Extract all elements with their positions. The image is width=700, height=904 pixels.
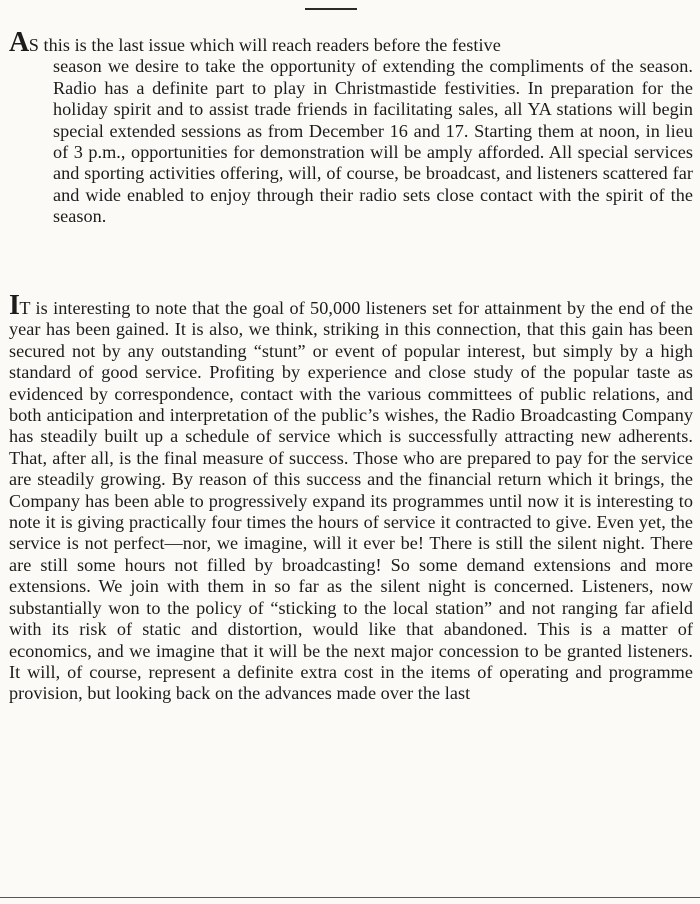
footer-rule [0,897,700,898]
paragraph-festive-season [9,27,693,228]
paragraph-listener-goal [9,290,693,705]
drop-cap-a: A [9,27,29,58]
paragraph-1-body: season we desire to take the opportunity of extending the compliments of the season. Radio has a definite part to play in Christmastide festivities. In preparation for the holiday spirit and to assist trade friends in facilitating sales, all YA stations will begin special extended sessions as from December 16 and 17. Starting them at noon, in lieu of 3 p.m., opportunities for demonstration will be amply afforded. All special services and sporting activities offering, will, of course, be broadcast, and listeners scattered far and wide enabled to enjoy through their radio sets close contact with the spirit of the season. [53,56,693,227]
drop-cap-i: I [9,290,20,321]
paragraph-2-body: T is interesting to note that the goal of 50,000 listeners set for attainment by the end of the year has been gained. It is also, we think, striking in this connection, that this gain has been secured not by any outstanding “stunt” or event of popular interest, but simply by a high standard of good service. Profiting by experience and close study of the popular taste as evidenced by correspondence, contact with the various committees of public relations, and both anticipation and interpretation of the public’s wishes, the Radio Broadcasting Company has steadily built up a schedule of service which is successfully attracting new adherents. That, after all, is the final measure of success. Those who are prepared to pay for the service are steadily growing. By reason of this success and the financial return which it brings, the Company has been able to progressively expand its programmes until now it is interesting to note it is giving practically four times the hours of service it contracted to give. Even yet, the service is not perfect—nor, we imagine, will it ever be! There is still the silent night. There are still some hours not filled by broadcasting! So some demand extensions and more extensions. We join with them in so far as the silent night is concerned. Listeners, now substantially won to the policy of “sticking to the local station” and not ranging far afield with its risk of static and distortion, would like that abandoned. This is a matter of economics, and we imagine that it will be the next major concession to be granted listeners. It will, of course, represent a definite extra cost in the items of operating and programme provision, but looking back on the advances made over the last [9,298,693,704]
header-rule [305,8,357,10]
paragraph-1-first-line: S this is the last issue which will reach readers before the festive [28,35,501,55]
